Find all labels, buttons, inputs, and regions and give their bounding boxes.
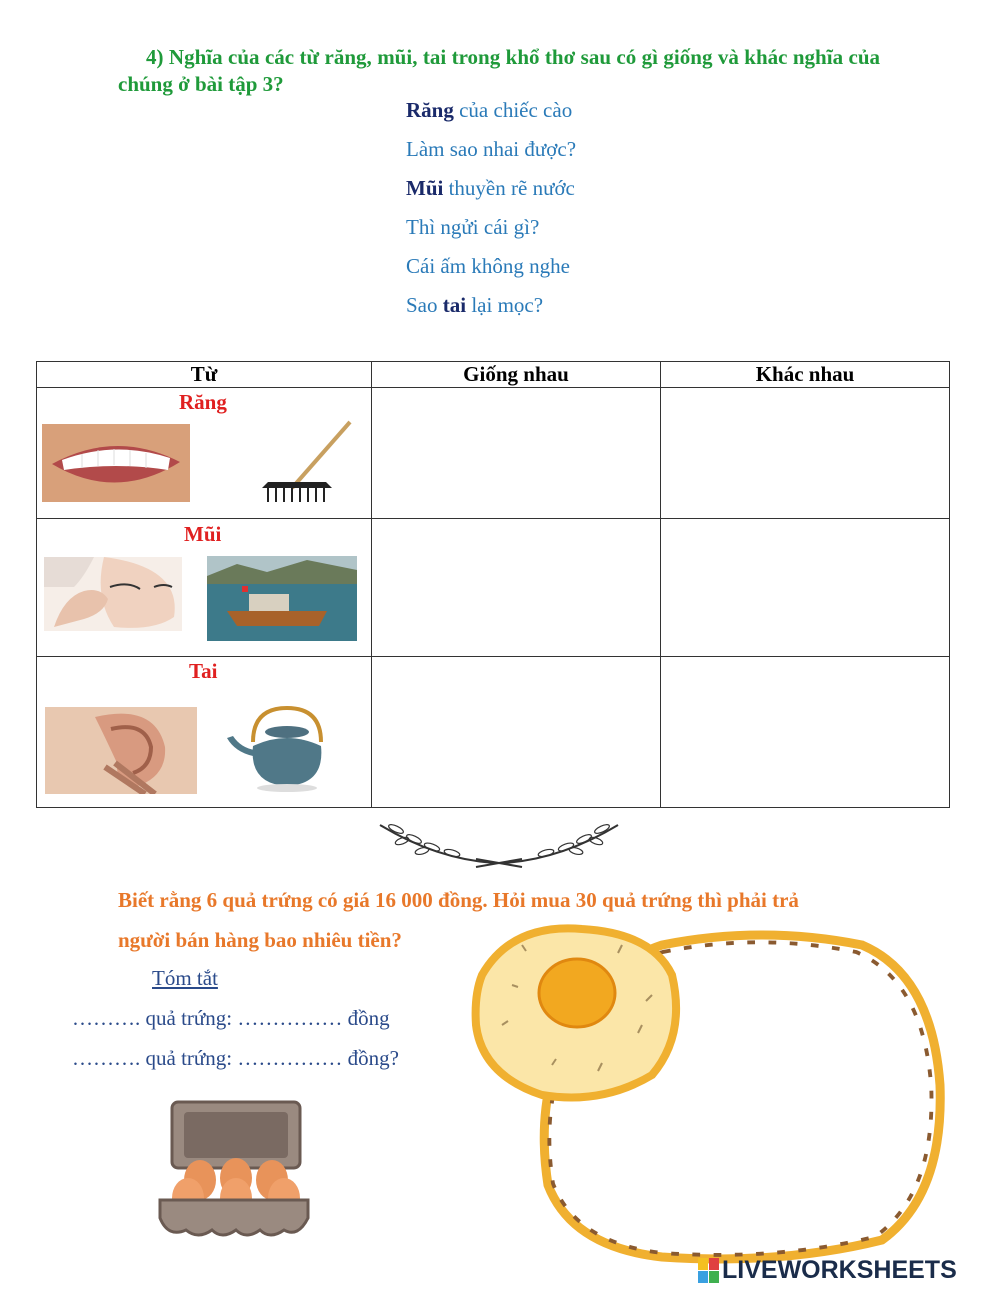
- words-table: [36, 361, 950, 808]
- table-row: [37, 657, 950, 808]
- poem-line-3: Mũi thuyền rẽ nước: [406, 176, 575, 200]
- summary-line-1[interactable]: ………. quả trứng: …………… đồng: [72, 1006, 390, 1030]
- human-ear-image: [45, 707, 197, 794]
- word-cell-rang: [37, 388, 372, 519]
- word-label: Răng: [179, 390, 227, 414]
- similar-cell-rang[interactable]: [372, 388, 661, 519]
- fried-egg-image: [462, 915, 947, 1265]
- similar-cell-tai[interactable]: [372, 657, 661, 808]
- brand-text: LIVEWORKSHEETS: [722, 1256, 957, 1284]
- header-different: Khác nhau: [661, 362, 950, 388]
- poem-line-5: Cái ấm không nghe: [406, 254, 570, 278]
- live-badge-icon: [698, 1258, 720, 1284]
- word-cell-mui: [37, 519, 372, 657]
- problem-line-1: Biết rằng 6 quả trứng có giá 16 000 đồng. Hỏi mua 30 quả trứng thì phải trả: [118, 888, 799, 912]
- woman-nose-image: [44, 557, 182, 631]
- smile-teeth-image: [42, 424, 190, 502]
- header-word: Từ: [37, 362, 372, 388]
- poem-line-6: Sao tai lại mọc?: [406, 293, 544, 317]
- word-label: Mũi: [184, 522, 222, 546]
- different-cell-rang[interactable]: [661, 388, 950, 519]
- problem-line-2: người bán hàng bao nhiêu tiền?: [118, 928, 402, 952]
- boat-image: [207, 556, 357, 641]
- poem-line-4: Thì ngửi cái gì?: [406, 215, 540, 239]
- different-cell-tai[interactable]: [661, 657, 950, 808]
- different-cell-mui[interactable]: [661, 519, 950, 657]
- teapot-image: [223, 702, 349, 794]
- summary-title: Tóm tắt: [152, 966, 218, 990]
- egg-carton-image: [158, 1100, 310, 1240]
- header-similar: Giống nhau: [372, 362, 661, 388]
- word-cell-tai: [37, 657, 372, 808]
- question-4: [118, 44, 880, 98]
- question-number: 4): [146, 45, 164, 69]
- word-label: Tai: [189, 659, 218, 683]
- table-header-row: [37, 362, 950, 388]
- liveworksheets-logo: [698, 1256, 998, 1286]
- laurel-divider-icon: [376, 815, 622, 869]
- question-text: Nghĩa của các từ răng, mũi, tai trong khổ thơ sau có gì giống và khác nghĩa của chúng ở bài tập 3?: [118, 45, 880, 96]
- rake-image: [222, 418, 362, 508]
- summary-line-2[interactable]: ………. quả trứng: …………… đồng?: [72, 1046, 399, 1070]
- similar-cell-mui[interactable]: [372, 519, 661, 657]
- table-row: [37, 519, 950, 657]
- poem-line-2: Làm sao nhai được?: [406, 137, 577, 161]
- table-row: [37, 388, 950, 519]
- poem-line-1: Răng của chiếc cào: [406, 98, 573, 122]
